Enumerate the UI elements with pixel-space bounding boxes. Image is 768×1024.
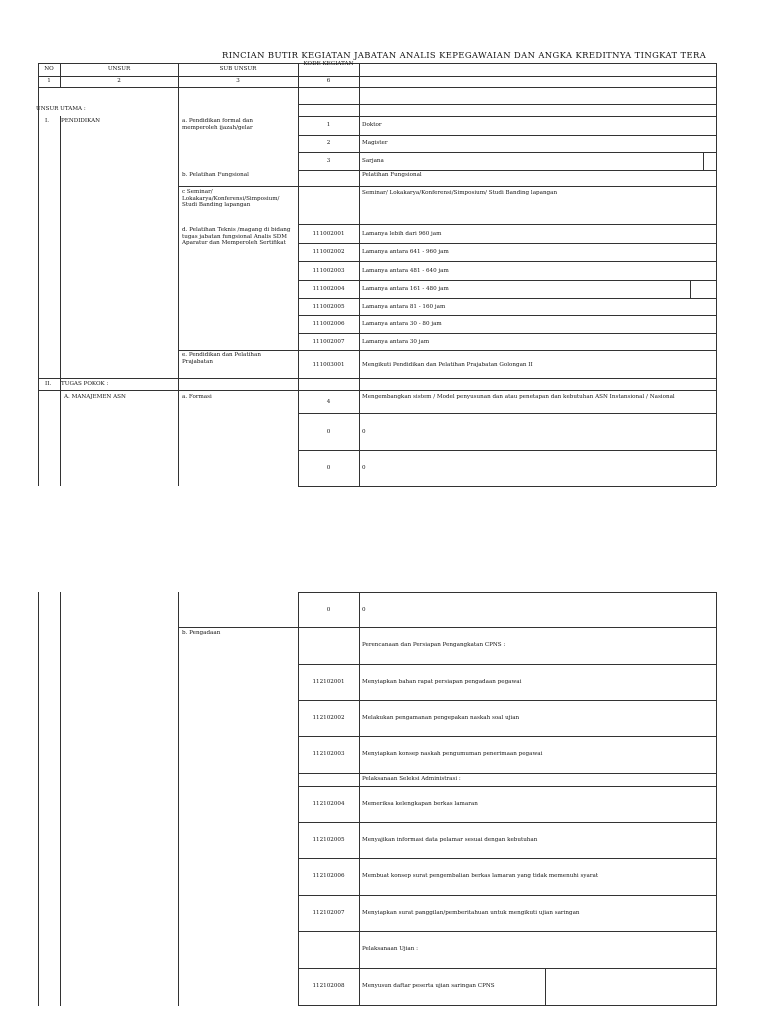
row-desc: Menyiapkan konsep naskah pengumuman penerimaan pegawai — [362, 751, 543, 757]
row-kode: 111002002 — [312, 249, 345, 255]
row-kode: 2 — [326, 140, 331, 146]
row-kode: 112102007 — [312, 910, 345, 916]
row-desc: Mengembangkan sistem / Model penyusunan dan atau penetapan dan kebutuhan ASN Instansional / Nasional — [362, 394, 675, 400]
sub-unsur-e: e. Pendidikan dan Pelatihan Prajabatan — [182, 352, 261, 365]
row-kode: 112102005 — [312, 837, 345, 843]
unsur-utama-label: UNSUR UTAMA : — [36, 106, 86, 112]
col-number-3: 3 — [236, 78, 240, 84]
row-desc: Menyiapkan surat panggilan/pemberitahuan untuk mengikuti ujian saringan — [362, 910, 580, 916]
sub-unsur-pengadaan: b. Pengadaan — [182, 630, 221, 636]
sub-unsur-c: c Seminar/ Lokakarya/Konferensi/Simposium/ Studi Banding lapangan — [182, 189, 280, 209]
header-sub-unsur: SUB UNSUR — [219, 66, 257, 72]
row-desc: Doktor — [362, 122, 382, 128]
row-desc: Pelaksanaan Ujian : — [362, 946, 419, 952]
row-desc: Lamanya antara 161 - 480 jam — [362, 286, 449, 292]
row-kode: 1 — [326, 122, 331, 128]
row-kode: 111002005 — [312, 304, 345, 310]
col-number-2: 2 — [117, 78, 121, 84]
row-desc: Lamanya antara 641 - 960 jam — [362, 249, 449, 255]
row-kode: 3 — [326, 158, 331, 164]
row-kode: 111002006 — [312, 321, 345, 327]
row-kode: 112102004 — [312, 801, 345, 807]
tugas-pokok-no: II. — [45, 381, 52, 387]
pendidikan-label: PENDIDIKAN — [61, 118, 101, 124]
header-kode-kegiatan: KODE KEGIATAN — [303, 61, 354, 67]
row-desc: Mengikuti Pendidikan dan Pelatihan Prajabatan Golongan II — [362, 362, 533, 368]
row-desc: Perencanaan dan Persiapan Pengangkatan CPNS : — [362, 642, 506, 648]
row-desc: Lamanya antara 81 - 160 jam — [362, 304, 446, 310]
row-kode: 111003001 — [312, 362, 345, 368]
row-kode: 112102001 — [312, 679, 345, 685]
row-kode: 111002007 — [312, 339, 345, 345]
header-no: NO — [44, 66, 54, 72]
row-kode: 111002003 — [312, 268, 345, 274]
row-desc: Membuat konsep surat pengembalian berkas lamaran yang tidak memenuhi syarat — [362, 873, 599, 879]
row-desc: Pelaksanaan Seleksi Administrasi : — [362, 776, 461, 782]
row-kode: 112102003 — [312, 751, 345, 757]
row-kode: 4 — [326, 399, 331, 405]
row-kode: 111002001 — [312, 231, 345, 237]
row-desc: Melakukan pengamanan pengepakan naskah soal ujian — [362, 715, 520, 721]
sub-unsur-a: a. Pendidikan formal dan memperoleh ijazah/gelar — [182, 118, 253, 131]
row-kode: 112102002 — [312, 715, 345, 721]
sub-unsur-d: d. Pelatihan Teknis /magang di bidang tugas jabatan fungsional Analis SDM Aparatur dan Memperoleh Sertifikat — [182, 227, 291, 247]
row-desc: Pelatihan Fungsional — [362, 172, 422, 178]
col-number-6: 6 — [326, 78, 331, 84]
row-desc: Lamanya antara 481 - 640 jam — [362, 268, 449, 274]
row-desc: Lamanya lebih dari 960 jam — [362, 231, 442, 237]
row-desc: Lamanya antara 30 jam — [362, 339, 430, 345]
row-desc: 0 — [362, 465, 366, 471]
sub-unsur-b: b. Pelatihan Fungsional — [182, 172, 249, 178]
row-desc: 0 — [362, 607, 366, 613]
row-desc: Memeriksa kelengkapan berkas lamaran — [362, 801, 478, 807]
document-title: RINCIAN BUTIR KEGIATAN JABATAN ANALIS KEPEGAWAIAN DAN ANGKA KREDITNYA TINGKAT TERA — [222, 50, 707, 60]
tugas-pokok-label: TUGAS POKOK : — [61, 381, 109, 387]
pendidikan-no: I. — [45, 118, 49, 124]
sub-unsur-formasi: a. Formasi — [182, 394, 212, 400]
row-desc: Lamanya antara 30 - 80 jam — [362, 321, 442, 327]
row-kode: 0 — [326, 429, 331, 435]
col-number-1: 1 — [47, 78, 51, 84]
row-desc: Menyusun daftar peserta ujian saringan CPNS — [362, 983, 495, 989]
row-kode: 112102006 — [312, 873, 345, 879]
row-desc: Magister — [362, 140, 388, 146]
header-unsur: UNSUR — [107, 66, 131, 72]
row-kode: 112102008 — [312, 983, 345, 989]
row-kode: 0 — [326, 607, 331, 613]
row-kode: 0 — [326, 465, 331, 471]
row-desc: Seminar/ Lokakarya/Konferensi/Simposium/ Studi Banding lapangan — [362, 190, 558, 196]
row-desc: Menyiapkan bahan rapat persiapan pengadaan pegawai — [362, 679, 522, 685]
row-kode: 111002004 — [312, 286, 345, 292]
row-desc: Menyajikan informasi data pelamar sesuai dengan kebutuhan — [362, 837, 538, 843]
row-desc: Sarjana — [362, 158, 384, 164]
manajemen-asn-label: A. MANAJEMEN ASN — [64, 394, 126, 400]
row-desc: 0 — [362, 429, 366, 435]
